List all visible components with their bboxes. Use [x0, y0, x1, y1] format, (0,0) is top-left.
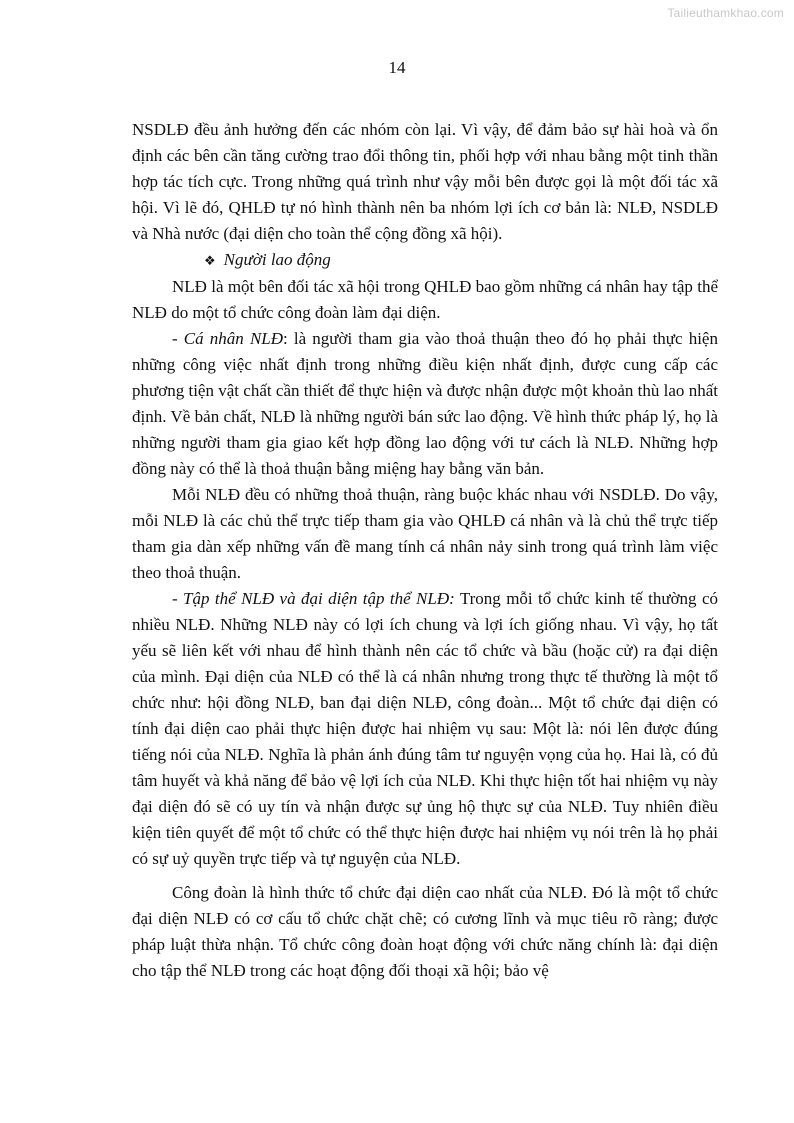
- paragraph-agreements: Mỗi NLĐ đều có những thoả thuận, ràng buộc khác nhau với NSDLĐ. Do vậy, mỗi NLĐ là các chủ thể trực tiếp tham gia vào QHLĐ cá nhân và là chủ thể trực tiếp tham gia dàn xếp những vấn đề mang tính cá nhân nảy sinh trong quá trình làm việc theo thoả thuận.: [132, 485, 718, 582]
- section-heading-text: Người lao động: [223, 250, 331, 269]
- diamond-bullet-icon: ❖: [204, 253, 216, 268]
- watermark: Tailieuthamkhao.com: [667, 6, 784, 20]
- paragraph-intro: NSDLĐ đều ảnh hưởng đến các nhóm còn lại. Vì vậy, để đảm bảo sự hài hoà và ổn định các bên cần tăng cường trao đổi thông tin, phối hợp với nhau bằng một tinh thần hợp tác tích cực. Trong những quá trình như vậy mỗi bên được gọi là một đối tác xã hội. Vì lẽ đó, QHLĐ tự nó hình thành nên ba nhóm lợi ích cơ bản là: NLĐ, NSDLĐ và Nhà nước (đại diện cho toàn thể cộng đồng xã hội).: [132, 120, 718, 243]
- section-heading: [132, 247, 718, 274]
- paragraph-collective-workers-text: Trong mỗi tổ chức kinh tế thường có nhiều NLĐ. Những NLĐ này có lợi ích chung và lợi ích giống nhau. Vì vậy, họ tất yếu sẽ liên kết với nhau để hình thành nên các tổ chức và bầu (hoặc cử) ra đại diện của mình. Đại diện của NLĐ có thể là cá nhân nhưng trong thực tế thường là một tổ chức như: hội đồng NLĐ, ban đại diện NLĐ, công đoàn... Một tổ chức đại diện có tính đại diện cao phải thực hiện được hai nhiệm vụ sau: Một là: nói lên được đúng tiếng nói của NLĐ. Nghĩa là phản ánh đúng tâm tư nguyện vọng của họ. Hai là, có đủ tâm huyết và khả năng để bảo vệ lợi ích của NLĐ. Khi thực hiện tốt hai nhiệm vụ này đại diện đó sẽ có uy tín và nhận được sự ủng hộ thực sự của NLĐ. Tuy nhiên điều kiện tiên quyết để một tổ chức có thể thực hiện được hai nhiệm vụ nói trên là họ phải có sự uỷ quyền trực tiếp và tự nguyện của NLĐ.: [132, 589, 718, 868]
- paragraph-definition: NLĐ là một bên đối tác xã hội trong QHLĐ bao gồm những cá nhân hay tập thể NLĐ do một tổ chức công đoàn làm đại diện.: [132, 277, 718, 322]
- term-individual-worker: - Cá nhân NLĐ: [172, 329, 284, 348]
- term-collective-workers: - Tập thể NLĐ và đại diện tập thể NLĐ:: [172, 589, 455, 608]
- paragraph-collective-workers: [132, 586, 718, 872]
- paragraph-individual-worker-text: : là người tham gia vào thoả thuận theo đó họ phải thực hiện những công việc nhất định trong những điều kiện nhất định, được cung cấp các phương tiện vật chất cần thiết để thực hiện và được nhận được một khoản thù lao nhất định. Về bản chất, NLĐ là những người bán sức lao động. Về hình thức pháp lý, họ là những người tham gia giao kết hợp đồng lao động với tư cách là NLĐ. Những hợp đồng này có thể là thoả thuận bằng miệng hay bằng văn bản.: [132, 329, 718, 478]
- page-number: 14: [388, 58, 406, 77]
- paragraph-individual-worker: [132, 326, 718, 482]
- document-body: [132, 117, 718, 984]
- paragraph-trade-union: Công đoàn là hình thức tổ chức đại diện cao nhất của NLĐ. Đó là một tổ chức đại diện NLĐ có cơ cấu tổ chức chặt chẽ; có cương lĩnh và mục tiêu rõ ràng; được pháp luật thừa nhận. Tổ chức công đoàn hoạt động với chức năng chính là: đại diện cho tập thể NLĐ trong các hoạt động đối thoại xã hội; bảo vệ: [132, 883, 718, 980]
